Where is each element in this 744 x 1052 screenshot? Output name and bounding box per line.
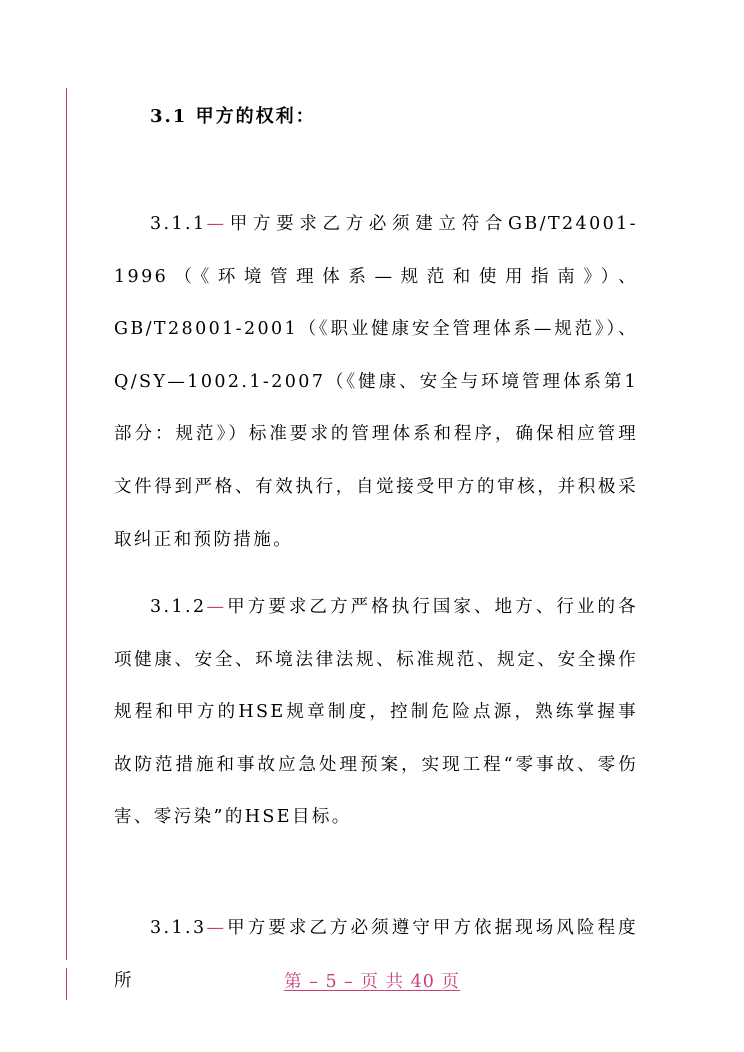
paragraph-dash: —	[206, 214, 227, 234]
paragraph-number: 3.1.3	[150, 918, 207, 938]
paragraph-text: 甲方要求乙方严格执行国家、地方、行业的各项健康、安全、环境法律法规、标准规范、规定、安全操作规程和甲方的HSE规章制度，控制危险点源，熟练掌握事故防范措施和事故应急处理预案，实现工程“零事故、零伤害、零污染”的HSE目标。	[114, 597, 638, 828]
paragraph-3-1-2	[114, 581, 638, 844]
paragraph-number: 3.1.2	[150, 597, 207, 617]
margin-line-top	[66, 88, 67, 960]
page-footer: 第 – 5 – 页 共 40 页	[284, 972, 460, 992]
paragraph-dash: —	[206, 918, 227, 938]
paragraph-text: 甲方要求乙方必须建立符合GB/T24001-1996（《环境管理体系—规范和使用指南》）、GB/T28001-2001（《职业健康安全管理体系—规范》）、Q/SY—1002.1-2007（《健康、安全与环境管理体系第1部分：规范》）标准要求的管理体系和程序，确保相应管理文件得到严格、有效执行，自觉接受甲方的审核，并积极采取纠正和预防措施。	[114, 214, 638, 550]
paragraph-3-1-1	[114, 198, 638, 566]
section-heading: 3.1 甲方的权利：	[150, 106, 316, 127]
paragraph-number: 3.1.1	[150, 214, 207, 234]
paragraph-dash: —	[206, 597, 227, 617]
paragraph-text: 甲方要求乙方必须遵守甲方依据现场风险程度所	[114, 918, 638, 991]
